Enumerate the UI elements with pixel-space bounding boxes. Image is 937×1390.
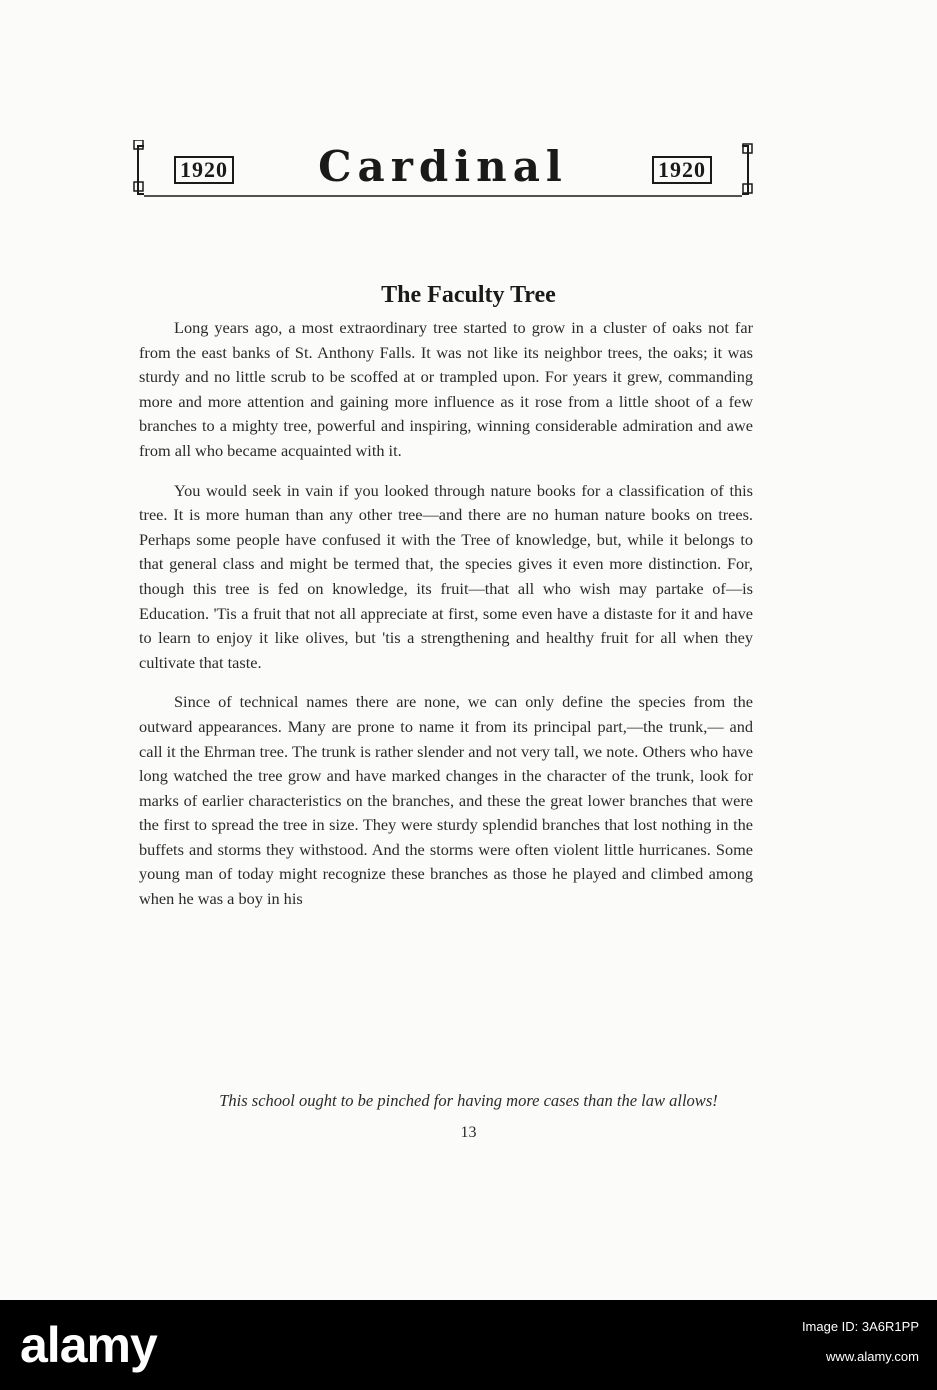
paragraph: You would seek in vain if you looked through nature books for a classification of this tree. It is more human than any other tree—and there are no human nature books on trees. Perhaps some people have confused it with the Tree of knowledge, but, while it belongs to that general class and might be termed that, the species gives it even more distinction. For, though this tree is fed on knowledge, its fruit—that all who wish may partake of—is Education. 'Tis a fruit that not all appreciate at first, some even have a distaste for it and have to learn to enjoy it like olives, but 'tis a strengthening and healthy fruit for all when they cultivate that taste.	[139, 480, 753, 672]
article-title: The Faculty Tree	[381, 282, 556, 308]
footer-note: This school ought to be pinched for having more cases than the law allows!	[219, 1091, 718, 1110]
page-number: 13	[460, 1124, 477, 1141]
masthead-banner	[130, 140, 756, 202]
year-right: 1920	[652, 156, 712, 184]
stock-image-id	[802, 1312, 919, 1372]
masthead-title: Cardinal	[318, 142, 568, 191]
paragraph: Long years ago, a most extraordinary tree started to grow in a cluster of oaks not far from the east banks of St. Anthony Falls. It was not like its neighbor trees, the oaks; it was sturdy and no little scrub to be scoffed at or trampled upon. For years it grew, commanding more and more attention and gaining more influence as it rose from a little shoot of a few branches to a mighty tree, powerful and inspiring, winning considerable admiration and awe from all who became acquainted with it.	[139, 318, 753, 460]
paragraph: Since of technical names there are none, we can only define the species from the outward appearances. Many are prone to name it from its principal part,—the trunk,— and call it the Ehrman tree. The trunk is rather slender and not very tall, we note. Others who have long watched the tree grow and have marked changes in the character of the trunk, look for marks of earlier characteristics on the branches, and these the great lower branches that were the first to spread the tree in size. They were sturdy splendid branches that lost nothing in the buffets and storms they withstood. And the storms were often violent little hurricanes. Some young man of today might recognize these branches as those he played and climbed among when he was a boy in his	[139, 692, 753, 909]
article-body	[139, 316, 753, 927]
site-url: www.alamy.com	[826, 1349, 919, 1364]
stock-watermark-bar	[0, 1300, 937, 1390]
stock-logo: alamy	[20, 1317, 157, 1373]
year-left: 1920	[174, 156, 234, 184]
image-id-label: Image ID: 3A6R1PP	[801, 1319, 919, 1334]
